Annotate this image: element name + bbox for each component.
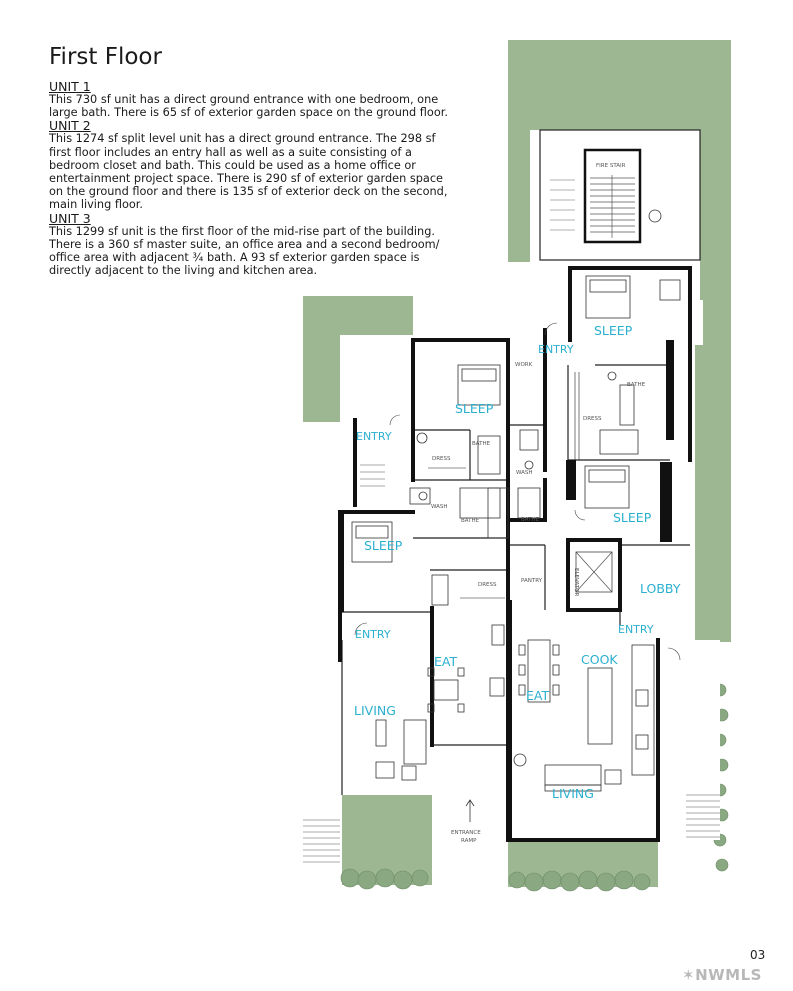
unit-3-text: This 1299 sf unit is the first floor of the mid-rise part of the building. There is a 360 sf master suite, an office area and a second bedroom/ office area with adjacent ¾ bath. A 93 sf exterior garden space is directly adjacent to the living and kitchen area. <box>49 224 440 278</box>
logo-text: NWMLS <box>695 966 762 984</box>
label-fire-stair: FIRE STAIR <box>596 163 626 169</box>
label-bathe-u3: BATHE <box>521 517 540 523</box>
label-bathe-u2: BATHE <box>472 441 491 447</box>
unit-2-text: This 1274 sf split level unit has a direct ground entrance. The 298 sf first floor includes an entry hall as well as a suite consisting of a bedroom closet and bath. This could be used as a home office or entertainment project space. There is 290 sf of exterior garden space on the ground floor and there is 135 sf of exterior deck on the second, main living floor. <box>49 132 448 212</box>
room-label-living-u1: LIVING <box>354 703 396 718</box>
page-title: First Floor <box>49 44 162 70</box>
label-ramp: RAMP <box>461 838 477 844</box>
label-bathe-top: BATHE <box>627 382 646 388</box>
label-work: WORK <box>515 362 533 368</box>
room-label-sleep-u2: SLEEP <box>455 401 494 416</box>
label-wash-u2: WASH <box>516 470 533 476</box>
label-elevator: ELEVATOR <box>573 568 579 597</box>
label-pantry: PANTRY <box>521 578 543 584</box>
label-entrance: ENTRANCE <box>451 830 481 836</box>
logo-mark-icon: ✶ <box>682 966 696 984</box>
room-label-lobby: LOBBY <box>640 581 681 596</box>
room-label-cook: COOK <box>581 652 618 667</box>
room-label-sleep-mid: SLEEP <box>613 510 652 525</box>
label-dress-u1: DRESS <box>478 582 497 588</box>
room-label-living-u3: LIVING <box>552 786 594 801</box>
room-label-entry-u2: ENTRY <box>356 430 392 443</box>
page-number: 03 <box>750 948 766 962</box>
label-dress-u3: DRESS <box>583 416 602 422</box>
room-label-sleep-u1: SLEEP <box>364 538 403 553</box>
unit-3-heading: UNIT 3 <box>49 210 91 226</box>
label-bathe-u1: BATHE <box>461 518 480 524</box>
room-label-entry-u1: ENTRY <box>355 628 391 641</box>
room-label-eat-u1: EAT <box>434 654 458 669</box>
nwmls-logo <box>682 966 762 984</box>
label-dress-u2: DRESS <box>432 456 451 462</box>
room-label-eat-u3: EAT <box>526 688 550 703</box>
unit-2-heading: UNIT 2 <box>49 118 91 134</box>
unit-1-text: This 730 sf unit has a direct ground entrance with one bedroom, one large bath. There is 65 sf of exterior garden space on the ground floor. <box>49 93 448 120</box>
room-label-entry-lobby: ENTRY <box>618 623 654 636</box>
room-label-entry-top: ENTRY <box>538 343 574 356</box>
unit-1-heading: UNIT 1 <box>49 79 91 94</box>
label-wash-u1: WASH <box>431 504 448 510</box>
room-label-sleep-top: SLEEP <box>594 323 633 338</box>
